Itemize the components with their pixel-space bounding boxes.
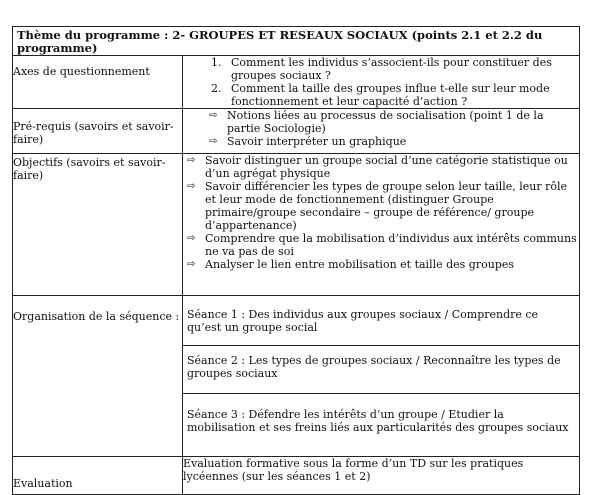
prerequis-item-2 — [183, 135, 579, 148]
arrow-right-icon: ⇨ — [187, 233, 196, 244]
axes-label-text: Axes de questionnement — [13, 65, 150, 78]
axes-content — [183, 56, 580, 109]
prerequis-item-1-text: Notions liées au processus de socialisation (point 1 de la partie Sociologie) — [227, 109, 544, 135]
axes-item-2: 2. Comment la taille des groupes influe t-elle sur leur mode fonctionnement et leur capacité d’action ? — [225, 82, 579, 108]
programme-table — [12, 26, 580, 495]
table-title: Thème du programme : 2- GROUPES ET RESEAUX SOCIAUX (points 2.1 et 2.2 du programme) — [13, 27, 580, 56]
organisation-label — [13, 296, 183, 457]
axes-label — [13, 56, 183, 109]
prerequis-item-1 — [183, 109, 579, 135]
arrow-right-icon: ⇨ — [187, 181, 196, 192]
evaluation-label — [13, 457, 183, 495]
prerequis-content — [183, 109, 580, 154]
title-row — [13, 27, 580, 56]
objectifs-item-1-text: Savoir distinguer un groupe social d’une catégorie statistique ou d’un agrégat physique — [205, 154, 568, 180]
organisation-content — [183, 296, 580, 457]
objectifs-item-3-text: Comprendre que la mobilisation d’individus aux intérêts communs ne va pas de soi — [205, 232, 577, 258]
objectifs-item-1 — [183, 154, 579, 180]
objectifs-item-2 — [183, 180, 579, 232]
objectifs-label-text: Objectifs (savoirs et savoir-faire) — [13, 156, 166, 182]
objectifs-row — [13, 154, 580, 296]
objectifs-label — [13, 154, 183, 296]
axes-row — [13, 56, 580, 109]
prerequis-item-2-text: Savoir interpréter un graphique — [227, 135, 407, 148]
arrow-right-icon: ⇨ — [187, 259, 196, 270]
evaluation-label-text: Evaluation — [13, 477, 73, 490]
organisation-row — [13, 296, 580, 457]
arrow-right-icon: ⇨ — [209, 110, 218, 121]
seance-2: Séance 2 : Les types de groupes sociaux / Reconnaître les types de groupes sociaux — [183, 346, 579, 394]
prerequis-label-text: Pré-requis (savoirs et savoir-faire) — [13, 120, 174, 146]
objectifs-item-4-text: Analyser le lien entre mobilisation et taille des groupes — [205, 258, 515, 271]
seance-1: Séance 1 : Des individus aux groupes sociaux / Comprendre ce qu’est un groupe social — [183, 296, 579, 346]
axes-list — [183, 56, 579, 108]
arrow-right-icon: ⇨ — [209, 136, 218, 147]
prerequis-list — [183, 109, 579, 148]
prerequis-row — [13, 109, 580, 154]
organisation-label-text: Organisation de la séquence : — [13, 310, 180, 323]
objectifs-item-4 — [183, 258, 579, 271]
objectifs-content — [183, 154, 580, 296]
evaluation-row — [13, 457, 580, 495]
objectifs-item-3 — [183, 232, 579, 258]
evaluation-content: Evaluation formative sous la forme d’un TD sur les pratiques lycéennes (sur les séances 1 et 2) — [183, 457, 580, 495]
seance-3: Séance 3 : Défendre les intérêts d’un groupe / Etudier la mobilisation et ses freins liés aux particularités des groupes sociaux — [187, 408, 569, 434]
objectifs-item-2-text: Savoir différencier les types de groupe selon leur taille, leur rôle et leur mode de fonctionnement (distinguer Groupe primaire/groupe secondaire – groupe de référence/ groupe d’appartenance) — [205, 180, 568, 232]
prerequis-label — [13, 109, 183, 154]
objectifs-list — [183, 154, 579, 271]
arrow-right-icon: ⇨ — [187, 155, 196, 166]
axes-item-1: 1. Comment les individus s’associent-ils pour constituer des groupes sociaux ? — [225, 56, 579, 82]
